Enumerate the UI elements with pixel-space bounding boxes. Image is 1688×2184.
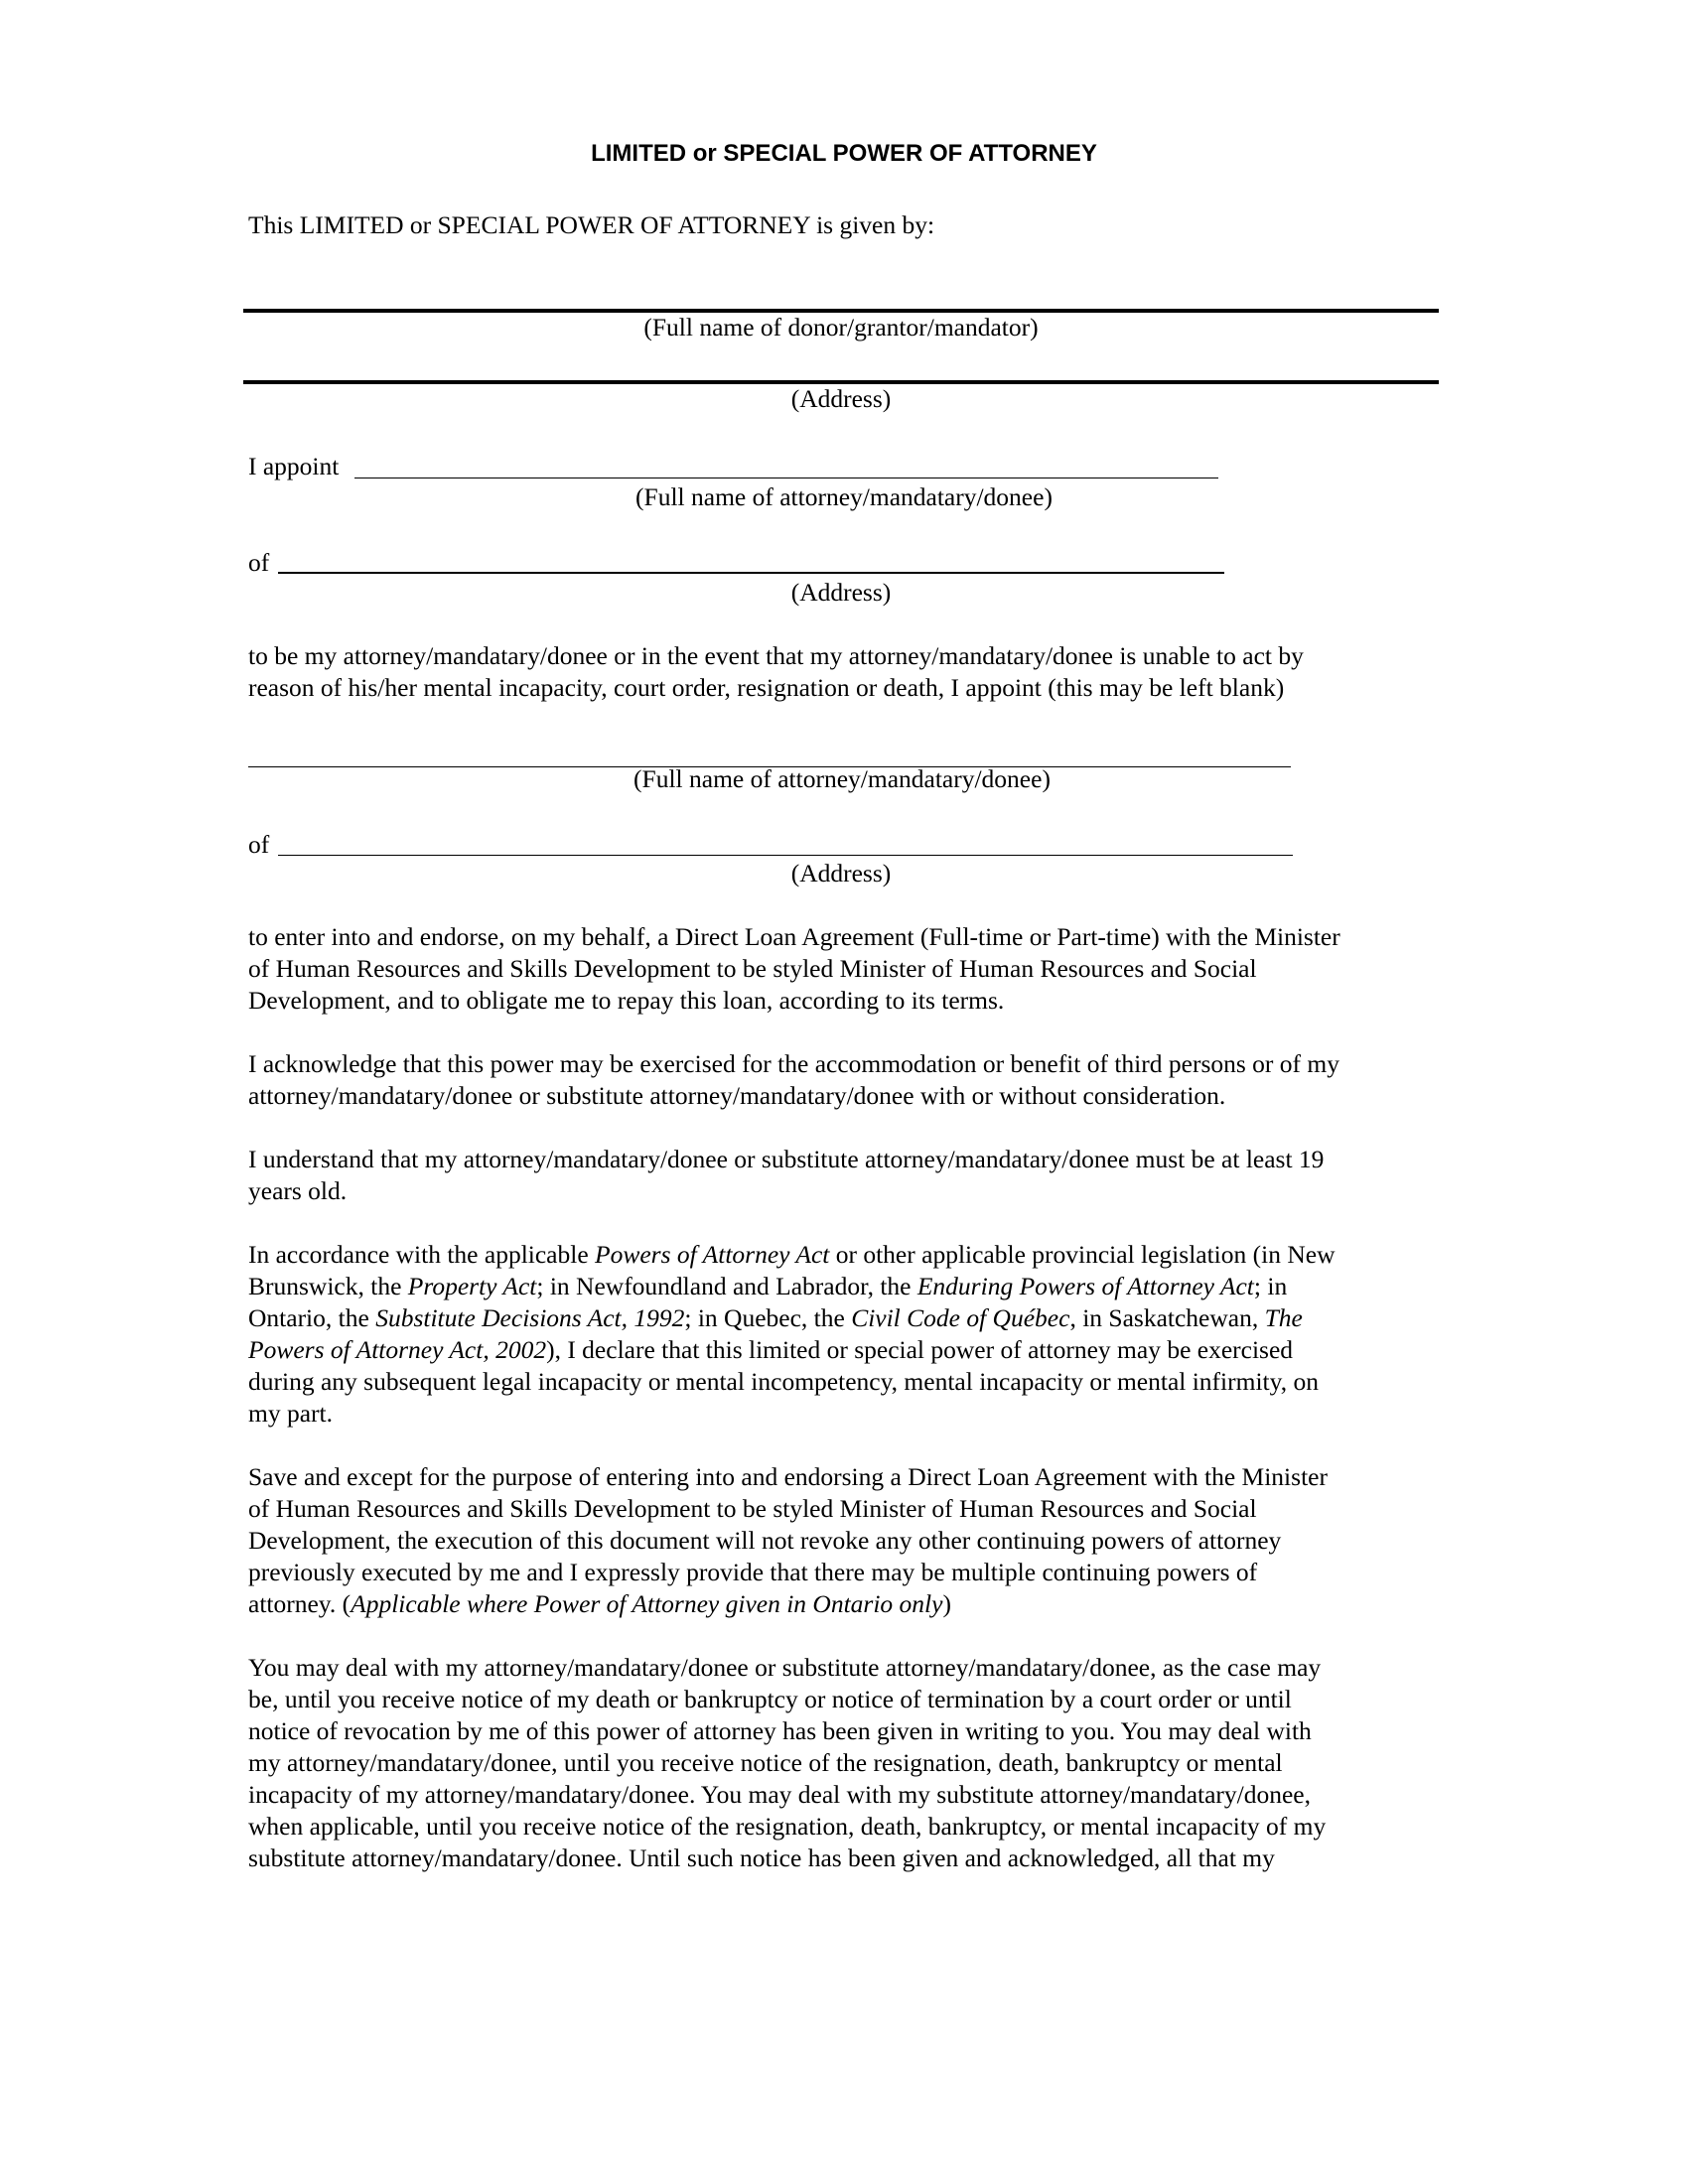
para-acknowledge-line: I acknowledge that this power may be exercised for the accommodation or benefit of third persons or of my [248,1049,1339,1078]
para-accordance-line: In accordance with the applicable Powers of Attorney Act or other applicable provincial legislation (in New [248,1240,1336,1269]
para-understand-line: I understand that my attorney/mandatary/donee or substitute attorney/mandatary/donee must be at least 19 [248,1145,1325,1173]
para-deal-line: You may deal with my attorney/mandatary/donee or substitute attorney/mandatary/donee, as the case may [248,1653,1322,1682]
substitute-name-caption: (Full name of attorney/mandatary/donee) [633,764,1051,793]
para-deal-line: notice of revocation by me of this power of attorney has been given in writing to you. You may deal with [248,1716,1312,1745]
act-name: The [1264,1303,1303,1332]
para-save-line: previously executed by me and I expressly provide that there may be multiple continuing powers of [248,1558,1258,1586]
document-title: LIMITED or SPECIAL POWER OF ATTORNEY [591,140,1097,167]
act-name: Powers of Attorney Act, 2002 [248,1335,547,1364]
substitute-address-field[interactable] [278,855,1293,856]
attorney-name-caption: (Full name of attorney/mandatary/donee) [635,482,1053,511]
attorney-address-caption: (Address) [790,578,892,607]
of-label-1: of [248,548,270,577]
para-acknowledge-line: attorney/mandatary/donee or substitute attorney/mandatary/donee with or without consideration. [248,1081,1226,1110]
para-save-line: Save and except for the purpose of entering into and endorsing a Direct Loan Agreement with the Minister [248,1462,1328,1491]
donor-name-caption: (Full name of donor/grantor/mandator) [643,313,1039,341]
appoint-label: I appoint [248,452,340,480]
para-accordance-line: Powers of Attorney Act, 2002), I declare that this limited or special power of attorney may be exercised [248,1335,1294,1364]
para-understand-line: years old. [248,1176,348,1205]
of-label-2: of [248,830,270,859]
act-name: Property Act [407,1272,537,1300]
para-accordance-line: my part. [248,1399,333,1428]
act-name: Civil Code of Québec [851,1303,1070,1332]
para-enter-line: Development, and to obligate me to repay this loan, according to its terms. [248,986,1005,1015]
act-name: Substitute Decisions Act, 1992 [375,1303,685,1332]
para-enter-line: to enter into and endorse, on my behalf, a Direct Loan Agreement (Full-time or Part-time) with the Minister [248,922,1340,951]
attorney-address-field[interactable] [278,572,1224,574]
intro-text: This LIMITED or SPECIAL POWER OF ATTORNEY is given by: [248,210,935,239]
para-deal-line: when applicable, until you receive notice of the resignation, death, bankruptcy, or mental incapacity of my [248,1812,1327,1841]
substitute-text-line-2: reason of his/her mental incapacity, court order, resignation or death, I appoint (this may be left blank) [248,673,1285,702]
donor-address-caption: (Address) [790,384,892,413]
para-save-line: Development, the execution of this document will not revoke any other continuing powers of attorney [248,1526,1282,1555]
para-accordance-line: during any subsequent legal incapacity or mental incompetency, mental incapacity or mental infirmity, on [248,1367,1319,1396]
para-accordance-line: Ontario, the Substitute Decisions Act, 1992; in Quebec, the Civil Code of Québec, in Saskatchewan, The [248,1303,1303,1332]
para-accordance-line: Brunswick, the Property Act; in Newfoundland and Labrador, the Enduring Powers of Attorney Act; in [248,1272,1288,1300]
substitute-address-caption: (Address) [790,859,892,887]
substitute-text-line-1: to be my attorney/mandatary/donee or in the event that my attorney/mandatary/donee is unable to act by [248,641,1304,670]
para-deal-line: substitute attorney/mandatary/donee. Until such notice has been given and acknowledged, all that my [248,1843,1275,1872]
act-name: Powers of Attorney Act [595,1240,830,1269]
para-deal-line: incapacity of my attorney/mandatary/donee. You may deal with my substitute attorney/mandatary/donee, [248,1780,1312,1809]
para-deal-line: be, until you receive notice of my death or bankruptcy or notice of termination by a court order or until [248,1685,1292,1713]
para-save-line: of Human Resources and Skills Development to be styled Minister of Human Resources and Social [248,1494,1257,1523]
para-save-line: attorney. (Applicable where Power of Attorney given in Ontario only) [248,1589,951,1618]
para-deal-line: my attorney/mandatary/donee, until you receive notice of the resignation, death, bankruptcy or mental [248,1748,1283,1777]
act-name: Enduring Powers of Attorney Act [916,1272,1254,1300]
ontario-note: Applicable where Power of Attorney given in Ontario only [351,1589,943,1618]
para-enter-line: of Human Resources and Skills Development to be styled Minister of Human Resources and Social [248,954,1257,983]
